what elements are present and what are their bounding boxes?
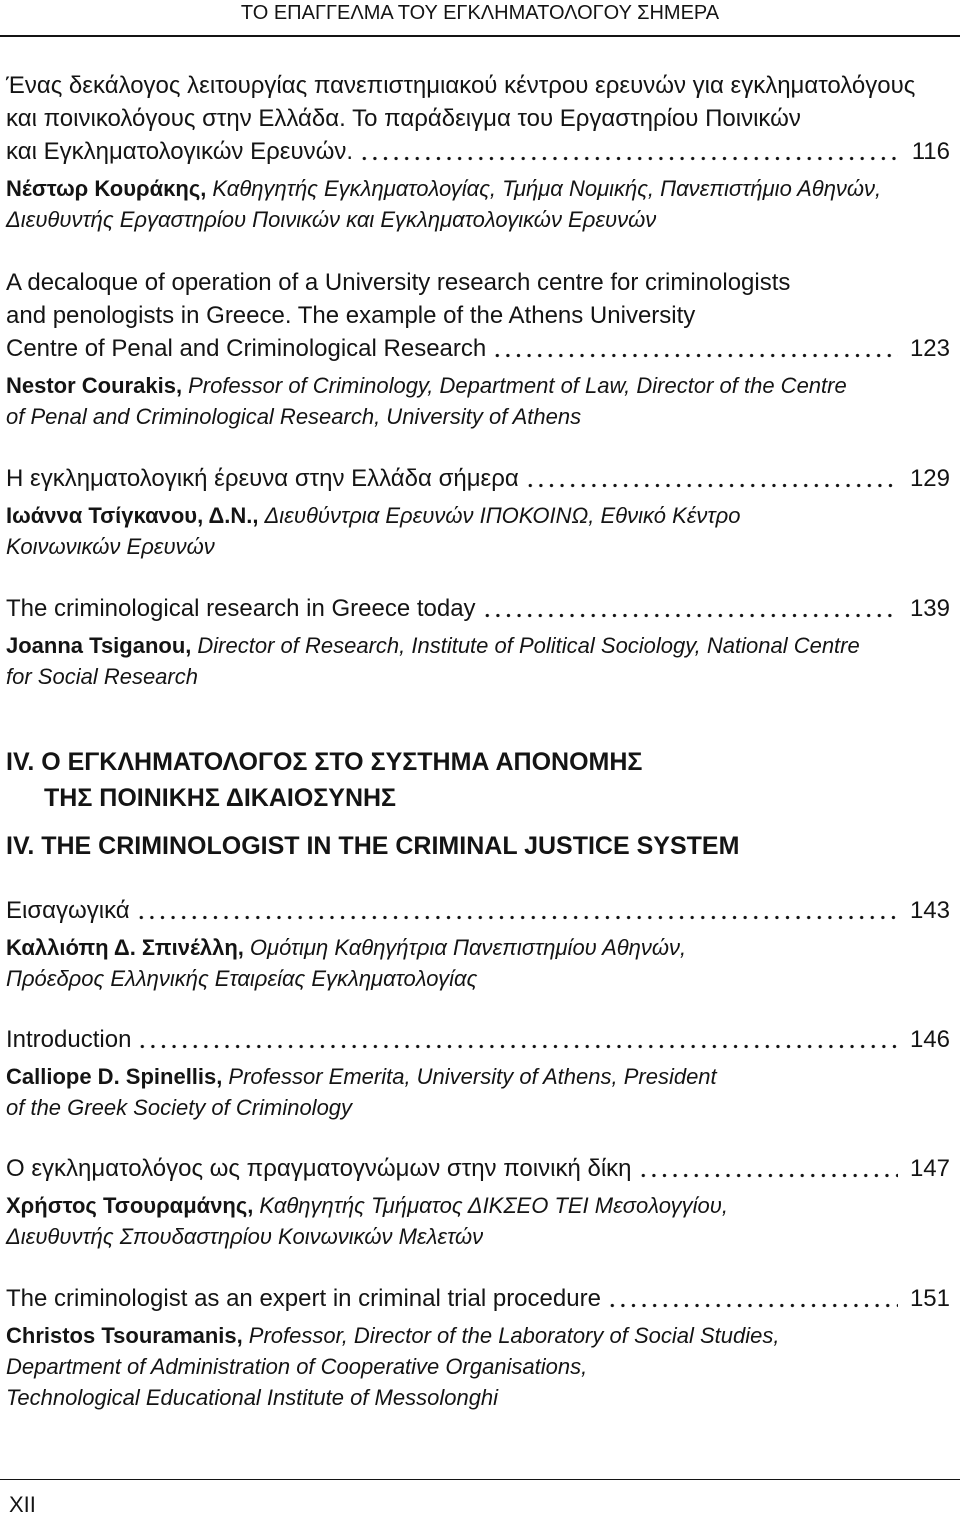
author-line: [6, 630, 950, 661]
author-name: Καλλιόπη Δ. Σπινέλλη,: [6, 934, 244, 960]
author-line: [6, 204, 950, 235]
page-number: 147: [909, 1154, 950, 1182]
author-affiliation: of Penal and Criminological Research, University of Athens: [6, 403, 582, 429]
running-title: ΤΟ ΕΠΑΓΓΕΛΜΑ ΤΟΥ ΕΓΚΛΗΜΑΤΟΛΟΓΟΥ ΣΗΜΕΡΑ: [240, 2, 720, 24]
toc-entry: [6, 462, 950, 562]
author-affiliation: Διευθυντής Εργαστηρίου Ποινικών και Εγκληματολογικών Ερευνών: [6, 207, 657, 232]
author-line: [6, 661, 950, 692]
entry-title-last-line: [6, 894, 950, 927]
dot-leader: [482, 592, 898, 625]
entry-title-last-line: [6, 135, 950, 168]
author-block: [6, 630, 950, 692]
toc-entry: [6, 69, 950, 235]
author-line: [6, 1382, 950, 1413]
author-line: [6, 401, 950, 432]
page-number: 123: [909, 334, 950, 362]
author-affiliation: Κοινωνικών Ερευνών: [6, 533, 215, 559]
entry-title-line: and penologists in Greece. The example of the Athens University: [6, 301, 696, 329]
author-block: [6, 1320, 950, 1413]
author-block: [6, 932, 950, 994]
entry-title-text: The criminological research in Greece today: [6, 594, 476, 622]
folio-page-number: XII: [9, 1492, 36, 1517]
author-line: [6, 1221, 950, 1252]
dot-leader: [136, 894, 898, 927]
author-affiliation: Πρόεδρος Ελληνικής Εταιρείας Εγκληματολογίας: [6, 965, 478, 991]
author-line: [6, 1092, 950, 1123]
author-affiliation: Professor, Director of the Laboratory of Social Studies,: [248, 1322, 780, 1348]
author-affiliation: Καθηγητής Τμήματος ΔΙΚΣΕΟ ΤΕΙ Μεσολογγίου,: [259, 1192, 728, 1218]
author-name: Nestor Courakis,: [6, 372, 183, 398]
author-block: [6, 370, 950, 432]
author-line: [6, 932, 950, 963]
entry-title-last-line: [6, 1152, 950, 1185]
page-number: 146: [909, 1025, 950, 1053]
author-line: [6, 1351, 950, 1382]
dot-leader: [137, 1023, 898, 1056]
author-block: [6, 1061, 950, 1123]
dot-leader: [638, 1152, 898, 1185]
author-name: Χρήστος Τσουραμάνης,: [6, 1192, 254, 1218]
section-heading-greek: ΤΗΣ ΠΟΙΝΙΚΗΣ ΔΙΚΑΙΟΣΥΝΗΣ: [44, 784, 397, 812]
author-block: [6, 500, 950, 562]
footer-rule: [0, 1479, 960, 1480]
entry-title-line: και ποινικολόγους στην Ελλάδα. Το παράδειγμα του Εργαστηρίου Ποινικών: [6, 105, 801, 132]
section-heading-english: IV. THE CRIMINOLOGIST IN THE CRIMINAL JUSTICE SYSTEM: [6, 832, 740, 860]
toc-entry: [6, 894, 950, 994]
author-affiliation: Διευθύντρια Ερευνών ΙΠΟΚΟΙΝΩ, Εθνικό Κέντρο: [264, 502, 741, 528]
toc-entry: [6, 266, 950, 432]
author-affiliation: Department of Administration of Cooperative Organisations,: [6, 1353, 588, 1379]
dot-leader: [492, 332, 898, 365]
author-name: Νέστωρ Κουράκης,: [6, 176, 207, 201]
author-block: [6, 1190, 950, 1252]
entry-title-last-line: [6, 592, 950, 625]
author-affiliation: Διευθυντής Σπουδαστηρίου Κοινωνικών Μελετών: [6, 1223, 484, 1249]
entry-title-line: Ένας δεκάλογος λειτουργίας πανεπιστημιακού κέντρου ερευνών για εγκληματολόγους: [6, 72, 916, 99]
entry-title-line: A decaloque of operation of a University research centre for criminologists: [6, 268, 791, 296]
author-line: [6, 500, 950, 531]
author-block: [6, 173, 950, 235]
entry-title-text: Introduction: [6, 1025, 132, 1053]
entry-title-text: The criminologist as an expert in criminal trial procedure: [6, 1284, 601, 1312]
entry-title-last-line: [6, 1282, 950, 1315]
dot-leader: [607, 1282, 898, 1315]
page-number: 143: [909, 896, 950, 924]
page-number: 116: [911, 138, 950, 165]
section-heading-greek: IV. Ο ΕΓΚΛΗΜΑΤΟΛΟΓΟΣ ΣΤΟ ΣΥΣΤΗΜΑ ΑΠΟΝΟΜΗΣ: [6, 748, 643, 776]
author-name: Calliope D. Spinellis,: [6, 1063, 223, 1089]
author-affiliation: Ομότιμη Καθηγήτρια Πανεπιστημίου Αθηνών,: [249, 934, 687, 960]
author-line: [6, 1320, 950, 1351]
page-number: 129: [909, 464, 950, 492]
author-line: [6, 1061, 950, 1092]
author-affiliation: Technological Educational Institute of Messolonghi: [6, 1384, 499, 1410]
header-rule: [0, 35, 960, 37]
author-affiliation: for Social Research: [6, 663, 198, 689]
toc-entry: [6, 1023, 950, 1123]
entry-title-text: Centre of Penal and Criminological Research: [6, 334, 487, 362]
author-line: [6, 1190, 950, 1221]
author-line: [6, 531, 950, 562]
dot-leader: [525, 462, 898, 495]
author-affiliation: Professor Emerita, University of Athens, President: [228, 1063, 717, 1089]
author-affiliation: Professor of Criminology, Department of Law, Director of the Centre: [188, 372, 847, 398]
author-affiliation: Director of Research, Institute of Political Sociology, National Centre: [197, 632, 860, 658]
entry-title-last-line: [6, 332, 950, 365]
author-affiliation: Καθηγητής Εγκληματολογίας, Τμήμα Νομικής, Πανεπιστήμιο Αθηνών,: [212, 176, 882, 201]
toc-entry: [6, 592, 950, 692]
author-name: Christos Tsouramanis,: [6, 1322, 243, 1348]
entry-title-last-line: [6, 1023, 950, 1056]
entry-title-text: Εισαγωγικά: [6, 896, 130, 924]
entry-title-text: Ο εγκληματολόγος ως πραγματογνώμων στην ποινική δίκη: [6, 1154, 632, 1182]
author-line: [6, 963, 950, 994]
toc-entry: [6, 1282, 950, 1413]
author-line: [6, 173, 950, 204]
page-number: 139: [909, 594, 950, 622]
entry-title-text: και Εγκληματολογικών Ερευνών.: [6, 138, 353, 165]
entry-title-last-line: [6, 462, 950, 495]
page-number: 151: [909, 1284, 950, 1312]
author-affiliation: of the Greek Society of Criminology: [6, 1094, 353, 1120]
author-name: Joanna Tsiganou,: [6, 632, 192, 658]
entry-title-text: Η εγκληματολογική έρευνα στην Ελλάδα σήμερα: [6, 464, 519, 492]
dot-leader: [359, 135, 900, 168]
author-name: Ιωάννα Τσίγκανου, Δ.Ν.,: [6, 502, 259, 528]
author-line: [6, 370, 950, 401]
toc-entry: [6, 1152, 950, 1252]
